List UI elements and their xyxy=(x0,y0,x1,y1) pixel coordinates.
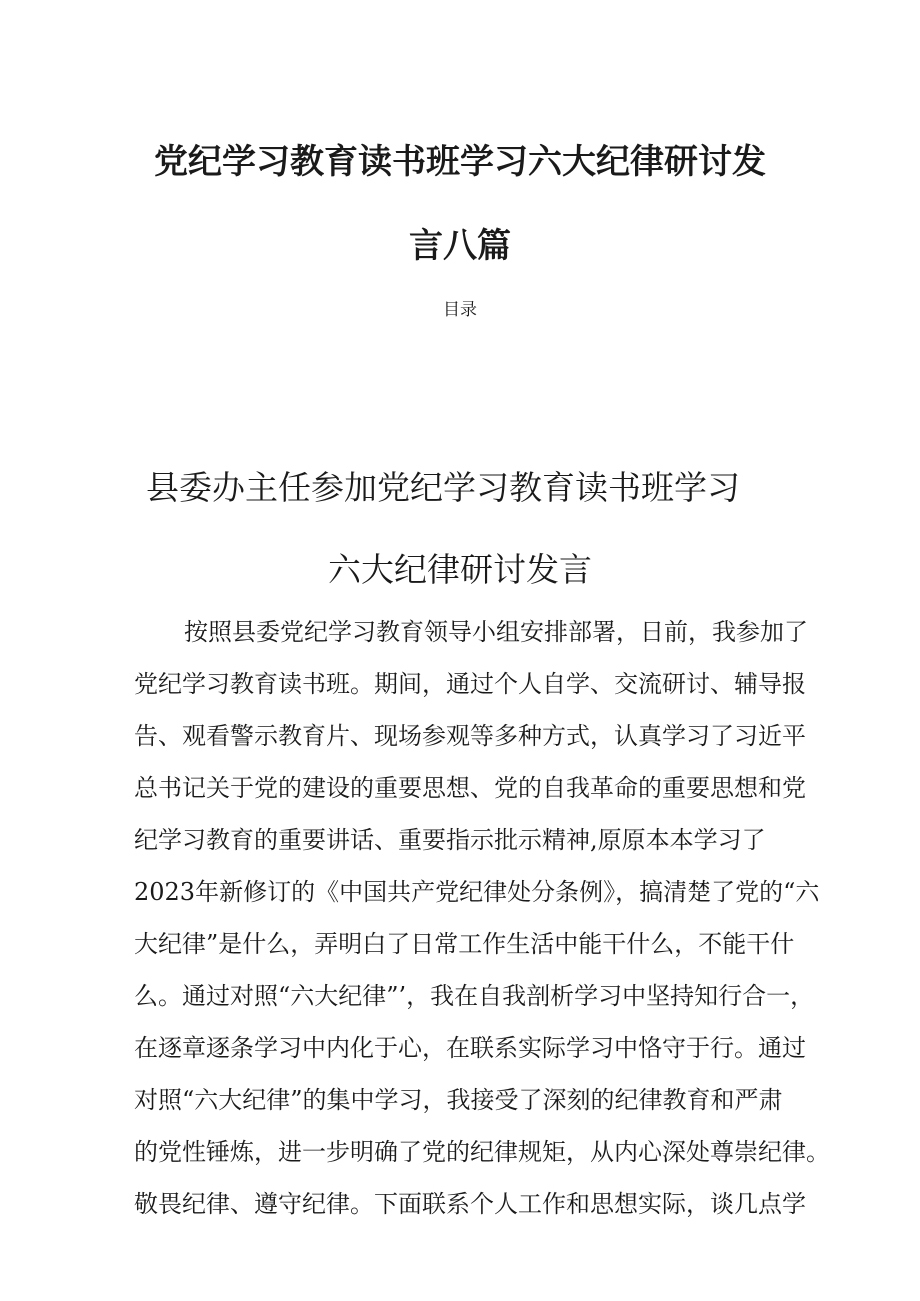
body-line: 纪学习教育的重要讲话、重要指示批示精神,原原本本学习了 xyxy=(134,826,766,854)
body-line: 告、观看警示教育片、现场参观等多种方式，认真学习了习近平 xyxy=(134,722,806,750)
table-of-contents-label: 目录 xyxy=(443,300,477,320)
article-heading-line-2: 六大纪律研讨发言 xyxy=(328,550,592,589)
body-line: 按照县委党纪学习教育领导小组安排部署，日前，我参加了 xyxy=(184,618,808,646)
article-body xyxy=(134,606,830,1230)
body-line: 总书记关于党的建设的重要思想、党的自我革命的重要思想和党 xyxy=(134,774,806,802)
document-title-line-1: 党纪学习教育读书班学习六大纪律研讨发 xyxy=(154,142,766,182)
document-title-line-2: 言八篇 xyxy=(409,226,511,266)
body-line: 的党性锤炼，进一步明确了党的纪律规矩，从内心深处尊崇纪律。 xyxy=(134,1138,830,1166)
article-heading-line-1: 县委办主任参加党纪学习教育读书班学习 xyxy=(146,468,740,507)
body-line: 对照“六大纪律”的集中学习，我接受了深刻的纪律教育和严肃 xyxy=(134,1086,783,1114)
body-line: 么。通过对照“六大纪律”’，我在自我剖析学习中坚持知行合一， xyxy=(134,982,815,1010)
body-line: 2023年新修订的《中国共产党纪律处分条例》，搞清楚了党的“六 xyxy=(134,878,820,906)
body-line: 敬畏纪律、遵守纪律。下面联系个人工作和思想实际，谈几点学 xyxy=(134,1190,806,1218)
body-line: 大纪律”是什么，弄明白了日常工作生活中能干什么，不能干什 xyxy=(134,930,795,958)
body-line: 党纪学习教育读书班。期间，通过个人自学、交流研讨、辅导报 xyxy=(134,670,806,698)
body-line: 在逐章逐条学习中内化于心，在联系实际学习中恪守于行。通过 xyxy=(134,1034,806,1062)
